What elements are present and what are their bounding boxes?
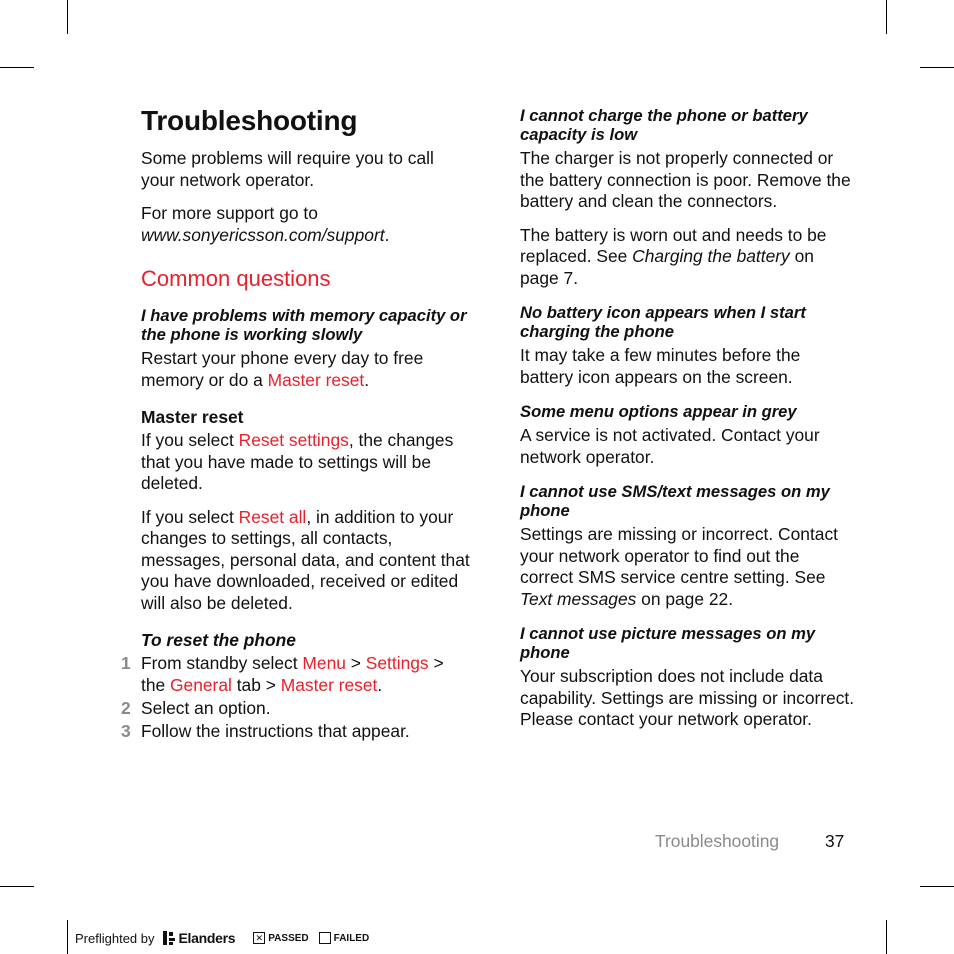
reset-settings-text-a: If you select: [141, 430, 239, 450]
step-number: 1: [121, 653, 131, 673]
passed-label: PASSED: [268, 932, 309, 944]
footer-section-title: Troubleshooting: [655, 831, 780, 851]
answer-picture-messages: Your subscription does not include data capability. Settings are missing or incorrect. Please contact your network operator.: [520, 666, 855, 729]
step-end: .: [377, 674, 383, 695]
left-column: [121, 104, 471, 744]
crop-mark-top-right: [886, 0, 887, 34]
crop-mark-bottom-left: [67, 920, 68, 954]
reset-all-text-a: If you select: [141, 506, 239, 527]
crop-mark-top-left: [67, 0, 68, 34]
question-battery-icon: No battery icon appears when I start charging the phone: [520, 303, 806, 341]
reset-settings-link[interactable]: Reset settings: [238, 430, 349, 450]
reset-all-link[interactable]: Reset all: [238, 506, 307, 527]
general-link[interactable]: General: [170, 674, 232, 695]
answer-charge-2: [520, 225, 855, 290]
reset-all-paragraph: [141, 507, 471, 615]
answer-grey-menu: A service is not activated. Contact your network operator.: [520, 425, 820, 467]
passed-checkbox: ✕: [253, 932, 265, 944]
section-title: Common questions: [141, 266, 331, 291]
answer-battery-icon: It may take a few minutes before the battery icon appears on the screen.: [520, 345, 801, 387]
crop-mark-bottom-right: [886, 920, 887, 954]
step-text: Follow the instructions that appear.: [141, 720, 410, 741]
master-reset-menu-link[interactable]: Master reset: [280, 674, 378, 695]
right-column: [520, 106, 855, 731]
step-text: From standby select: [141, 653, 303, 673]
support-suffix: .: [384, 224, 390, 245]
step-item: [121, 720, 471, 743]
question-memory: I have problems with memory capacity or the phone is working slowly: [141, 306, 467, 344]
answer-sms-b: on page 22.: [636, 588, 734, 609]
page-number: 37: [825, 831, 845, 851]
step-separator: >: [345, 653, 366, 673]
step-text: Select an option.: [141, 697, 271, 718]
support-prefix: For more support go to: [141, 203, 318, 223]
procedure-steps: [121, 653, 471, 742]
reset-all-text-b: , in addition to your changes to settings, all contacts, messages, personal data, and content that you have downloaded, received or edited will also be deleted.: [141, 506, 470, 613]
answer-sms-a: Settings are missing or incorrect. Contact your network operator to find out the correct SMS service centre setting. See: [520, 524, 838, 587]
reset-settings-paragraph: [141, 430, 471, 495]
preflight-stamp: [75, 928, 369, 948]
answer-charge-2-b: on page 7.: [520, 246, 814, 288]
page-title: Troubleshooting: [141, 105, 358, 136]
support-paragraph: [141, 203, 471, 246]
answer-memory-text-b: .: [364, 369, 370, 390]
step-item: [121, 653, 471, 696]
answer-memory: [141, 348, 471, 391]
answer-memory-text-a: Restart your phone every day to free memory or do a: [141, 348, 424, 390]
elanders-logo-icon: [163, 931, 175, 945]
crop-mark-top-right-h: [920, 67, 954, 68]
step-separator: tab >: [231, 674, 281, 695]
charging-battery-ref[interactable]: Charging the battery: [632, 246, 790, 266]
question-charge: I cannot charge the phone or battery capacity is low: [520, 106, 808, 144]
question-picture-messages: I cannot use picture messages on my phone: [520, 624, 816, 662]
question-sms: I cannot use SMS/text messages on my phone: [520, 482, 830, 520]
intro-paragraph: Some problems will require you to call your network operator.: [141, 148, 434, 190]
support-link[interactable]: www.sonyericsson.com/support: [141, 224, 385, 245]
failed-checkbox: [319, 932, 331, 944]
procedure-heading: To reset the phone: [141, 630, 296, 650]
settings-link[interactable]: Settings: [365, 653, 429, 673]
failed-label: FAILED: [333, 932, 370, 944]
step-number: 3: [121, 720, 131, 741]
question-grey-menu: Some menu options appear in grey: [520, 402, 797, 421]
crop-mark-top-left-h: [0, 67, 34, 68]
step-item: [121, 697, 471, 720]
reset-settings-text-b: , the changes that you have made to settings will be deleted.: [141, 430, 454, 493]
menu-link[interactable]: Menu: [302, 653, 346, 673]
answer-charge-1: The charger is not properly connected or the battery connection is poor. Remove the battery and clean the connectors.: [520, 148, 851, 211]
step-separator: > the: [141, 653, 444, 695]
crop-mark-bottom-right-h: [920, 886, 954, 887]
master-reset-heading: Master reset: [141, 407, 244, 427]
preflight-label: Preflighted by: [75, 930, 155, 946]
answer-charge-2-a: The battery is worn out and needs to be replaced. See: [520, 224, 827, 266]
crop-mark-bottom-left-h: [0, 886, 34, 887]
step-number: 2: [121, 697, 131, 718]
master-reset-link[interactable]: Master reset: [267, 369, 365, 390]
text-messages-ref[interactable]: Text messages: [520, 588, 637, 609]
answer-sms: [520, 524, 855, 610]
preflight-brand: Elanders: [178, 930, 236, 946]
